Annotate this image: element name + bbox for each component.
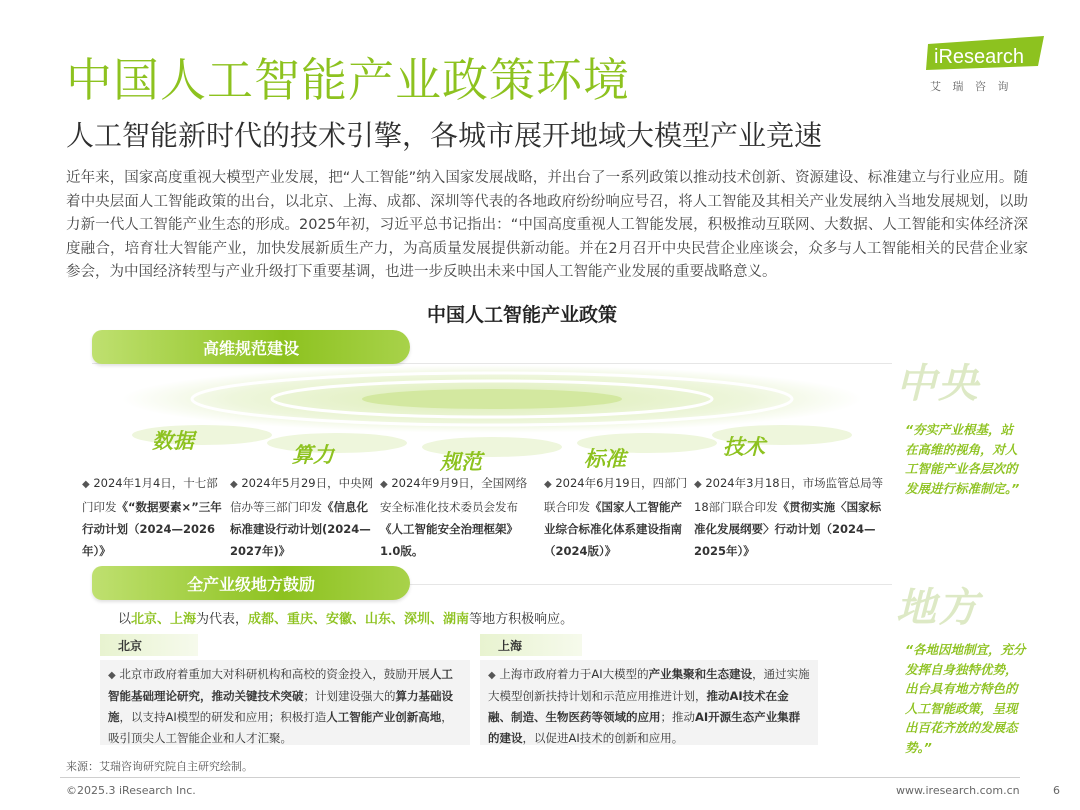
central-watermark: 中央 (896, 361, 980, 407)
bullet-icon: ◆ (82, 479, 90, 490)
city-box-shanghai (480, 660, 818, 745)
page-subtitle: 人工智能新时代的技术引擎，各城市展开地域大模型产业竞速 (66, 119, 823, 152)
central-pill: 高维规范建设 (92, 330, 410, 364)
category-compute: 算力 (292, 443, 334, 467)
logo-graphic (926, 36, 1048, 96)
category-technology: 技术 (723, 435, 765, 459)
category-standard: 标准 (584, 447, 626, 471)
policy-standard: ◆ 2024年6月19日，四部门联合印发《国家人工智能产业综合标准化体系建设指南（2024版）》 (544, 476, 688, 558)
local-pill: 全产业级地方鼓励 (92, 566, 410, 600)
page-number: 6 (1053, 784, 1060, 797)
local-cities-line: 以北京、上海为代表，成都、重庆、安徽、山东、深圳、湖南等地方积极响应。 (118, 612, 574, 627)
iresearch-logo (926, 36, 1048, 96)
bullet-icon: ◆ (544, 479, 552, 490)
logo-brand: iResearch (934, 46, 1025, 68)
policy-compute: ◆ 2024年5月29日，中央网信办等三部门印发《信息化标准建设行动计划(2024—2027年)》 (230, 476, 374, 558)
policy-technology: ◆ 2024年3月18日，市场监管总局等18部门联合印发《贯彻实施〈国家标准化发展纲要〉行动计划（2024—2025年）》 (694, 476, 884, 558)
bullet-icon: ◆ (694, 479, 702, 490)
page-title: 中国人工智能产业政策环境 (66, 53, 630, 107)
bullet-icon: ◆ (488, 670, 496, 681)
shanghai-text: ◆ 上海市政府着力于AI大模型的产业集聚和生态建设，通过实施大模型创新扶持计划和示范应用推进计划，推动AI技术在金融、制造、生物医药等领域的应用；推动AI开源生态产业集群的建设，以促进AI技术的创新和应用。 (488, 667, 810, 745)
category-data: 数据 (152, 429, 194, 453)
bullet-icon: ◆ (230, 479, 238, 490)
stage-rings (92, 363, 892, 463)
copyright: ©2025.3 iResearch Inc. (66, 784, 196, 797)
logo-tagline: 艾 瑞 咨 询 (930, 80, 1013, 93)
website-link[interactable]: www.iresearch.com.cn (896, 784, 1020, 797)
city-tag-shanghai: 上海 (480, 634, 582, 656)
policy-data: ◆ 2024年1月4日，十七部门印发《“数据要素×”三年行动计划（2024—2026年）》 (82, 476, 222, 558)
footer-divider (60, 777, 1020, 778)
central-quote: “夯实产业根基，站在高维的视角，对人工智能产业各层次的发展进行标准制定。” (905, 422, 1020, 496)
beijing-text: ◆ 北京市政府着重加大对科研机构和高校的资金投入，鼓励开展人工智能基础理论研究，推动关键技术突破；计划建设强大的算力基础设施，以支持AI模型的研发和应用；积极打造人工智能产业创新高地，吸引顶尖人工智能企业和人才汇聚。 (108, 667, 453, 745)
source-note: 来源：艾瑞咨询研究院自主研究绘制。 (66, 760, 253, 773)
bullet-icon: ◆ (108, 670, 116, 681)
bullet-icon: ◆ (380, 479, 388, 490)
stage-decoration (92, 363, 892, 463)
category-regulation: 规范 (440, 450, 482, 474)
intro-paragraph: 近年来，国家高度重视大模型产业发展，把“人工智能”纳入国家发展战略，并出台了一系列政策以推动技术创新、资源建设、标准建立与行业应用。随着中央层面人工智能政策的出台，以北京、上海、成都、深圳等代表的各地政府纷纷响应号召，将人工智能及其相关产业发展纳入当地发展规划，以助力新一代人工智能产业生态的形成。2025年初，习近平总书记指出：“中国高度重视人工智能发展，积极推动互联网、大数据、人工智能和实体经济深度融合，培育壮大智能产业，加快发展新质生产力，为高质量发展提供新动能。并在2月召开中央民营企业座谈会，众多与人工智能相关的民营企业家参会，为中国经济转型与产业升级打下重要基调，也进一步反映出未来中国人工智能产业发展的重要战略意义。 (66, 170, 1028, 281)
local-quote: “各地因地制宜，充分发挥自身独特优势，出台具有地方特色的人工智能政策，呈现出百花齐放的发展态势。” (905, 642, 1026, 755)
local-watermark: 地方 (896, 585, 980, 631)
chart-title: 中国人工智能产业政策 (426, 304, 617, 326)
policy-regulation: ◆ 2024年9月9日，全国网络安全标准化技术委员会发布《人工智能安全治理框架》1.0版。 (380, 476, 528, 558)
city-box-beijing (100, 660, 470, 745)
city-tag-beijing: 北京 (100, 634, 198, 656)
